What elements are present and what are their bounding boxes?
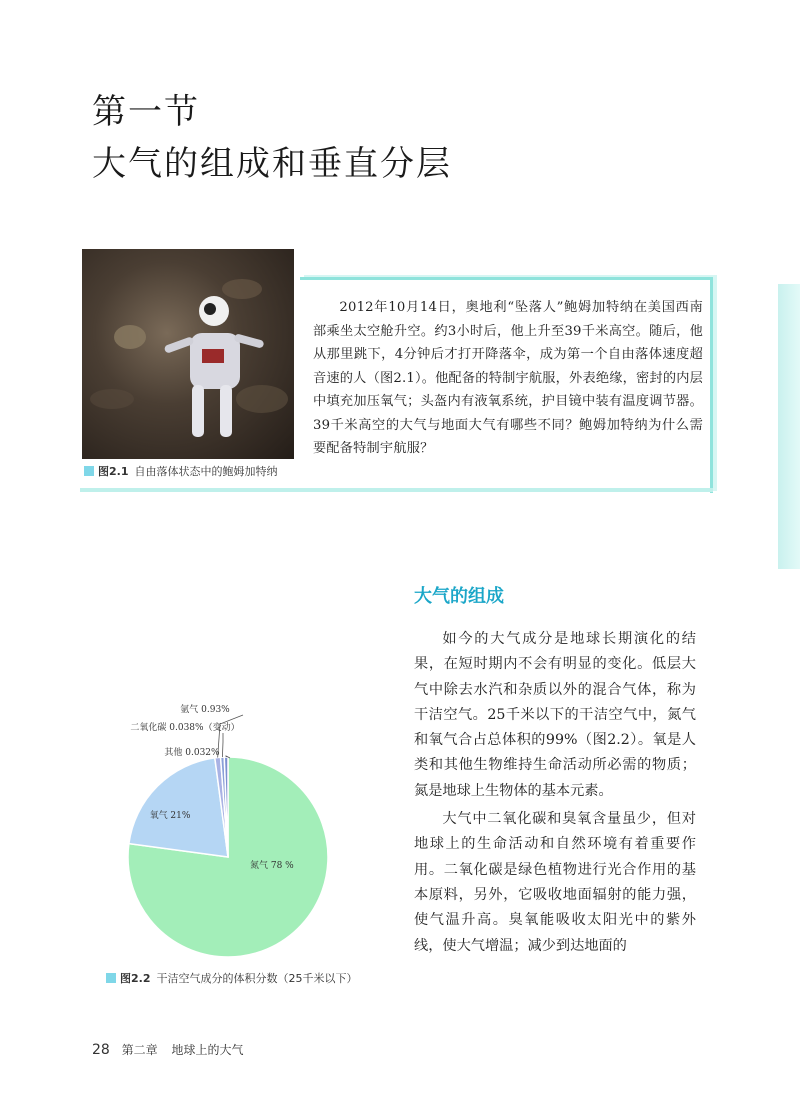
chapter-number: 第二章 — [121, 1043, 158, 1057]
figure-caption-text: 自由落体状态中的鲍姆加特纳 — [134, 465, 278, 478]
section-number: 第一节 — [92, 92, 200, 132]
figure-number: 图2.2 — [120, 972, 151, 985]
chapter-title: 地球上的大气 — [171, 1043, 244, 1057]
body-paragraph: 大气中二氧化碳和臭氧含量虽少，但对地球上的生命活动和自然环境有着重要作用。二氧化碳是绿色植物进行光合作用的基本原料，另外，它吸收地面辐射的能力强，使气温升高。臭氧能吸收太阳光中的紫外线，使大气增温；减少到达地面的 — [414, 811, 696, 954]
section-title-block — [92, 86, 452, 190]
pie-label-2: 氧气 21% — [149, 811, 191, 821]
pie-label-5: 其他 0.032% — [164, 748, 220, 758]
freefall-photo-illustration — [82, 249, 294, 459]
caption-marker — [106, 973, 116, 983]
pie-label-3: 氩气 0.93% — [180, 705, 230, 715]
pie-label-1: 氮气 78 % — [250, 861, 294, 871]
section-title: 大气的组成和垂直分层 — [92, 144, 452, 184]
page-edge-tab — [778, 284, 800, 569]
case-study-bottom-rule — [80, 488, 713, 492]
freefall-photo — [82, 249, 294, 459]
page-footer — [92, 1041, 244, 1058]
figure-number: 图2.1 — [98, 465, 129, 478]
caption-marker — [84, 466, 94, 476]
air-composition-pie-chart — [100, 690, 400, 980]
composition-heading: 大气的组成 — [414, 586, 504, 607]
composition-body — [414, 627, 696, 962]
figure-caption-text: 干洁空气成分的体积分数（25千米以下） — [156, 972, 358, 985]
page-number: 28 — [92, 1042, 110, 1058]
pie-chart-svg — [100, 690, 400, 980]
pie-slice-2 — [129, 758, 228, 857]
pie-label-4: 二氧化碳 0.038%（变动） — [130, 723, 240, 733]
case-study-text: 2012年10月14日，奥地利“坠落人”鲍姆加特纳在美国西南部乘坐太空舱升空。约3小时后，他上升至39千米高空。随后，他从那里跳下，4分钟后才打开降落伞，成为第一个自由落体速度超音速的人（图2.1）。他配备的特制宇航服，外表绝缘，密封的内层中填充加压氧气；头盔内有液氧系统，护目镜中装有温度调节器。39千米高空的大气与地面大气有哪些不同？鲍姆加特纳为什么需要配备特制宇航服？ — [313, 300, 703, 456]
pie-leader-line-3 — [218, 715, 243, 758]
body-paragraph: 如今的大气成分是地球长期演化的结果，在短时期内不会有明显的变化。低层大气中除去水汽和杂质以外的混合气体，称为干洁空气。25千米以下的干洁空气中，氮气和氧气合占总体积的99%（图2.2）。氧是人类和其他生物维持生命活动所必需的物质；氮是地球上生物体的基本元素。 — [414, 631, 696, 799]
figure-2-2-caption — [106, 970, 358, 986]
figure-2-1-caption — [84, 463, 278, 479]
pie-leader-line-4 — [222, 733, 223, 757]
